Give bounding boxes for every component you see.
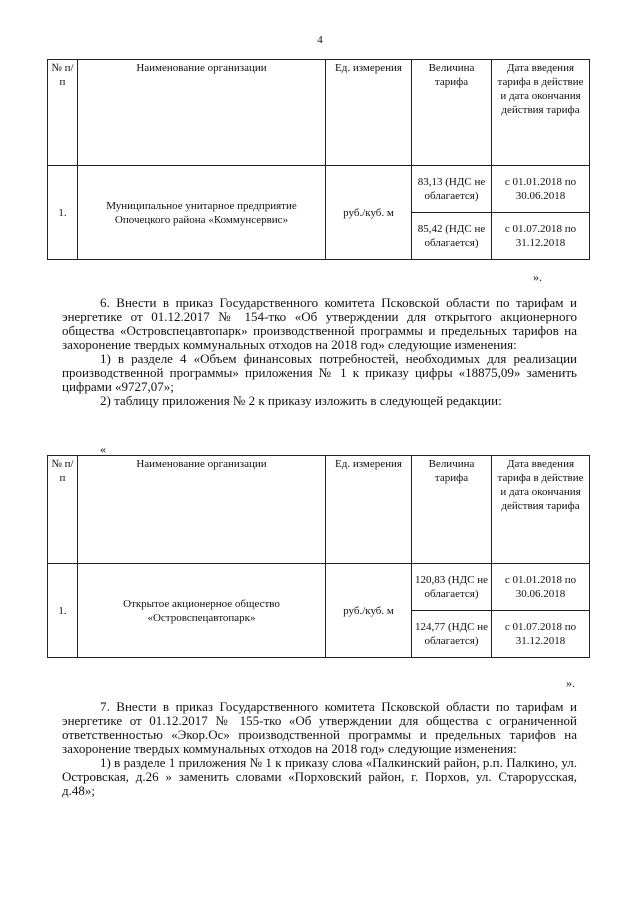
col-header-tariff: Величина тарифа bbox=[412, 456, 492, 564]
tariff-period: с 01.01.2018 по 30.06.2018 bbox=[492, 564, 590, 611]
section-6 bbox=[62, 296, 577, 408]
section-7-item-1: 1) в разделе 1 приложения № 1 к приказу слова «Палкинский район, р.п. Палкино, ул. Островская, д.26 » заменить словами «Порховский район, г. Порхов, ул. Старорусская, д.48»; bbox=[62, 755, 577, 798]
section-6-item-2: 2) таблицу приложения № 2 к приказу изложить в следующей редакции: bbox=[100, 393, 502, 408]
tariff-value: 85,42 (НДС не облагается) bbox=[412, 213, 492, 260]
section-6-item-1: 1) в разделе 4 «Объем финансовых потребностей, необходимых для реализации производственной программы» приложения № 1 к приказу цифры «18875,09» заменить цифрами «9727,07»; bbox=[62, 351, 577, 394]
col-header-unit: Ед. измерения bbox=[326, 456, 412, 564]
organization-name: Открытое акционерное общество «Островспецавтопарк» bbox=[78, 564, 326, 658]
tariff-table-2 bbox=[47, 455, 590, 658]
tariff-value: 83,13 (НДС не облагается) bbox=[412, 166, 492, 213]
col-header-dates: Дата введения тарифа в действие и дата окончания действия тарифа bbox=[492, 456, 590, 564]
col-header-unit: Ед. измерения bbox=[326, 60, 412, 166]
closing-quote-2: ». bbox=[566, 676, 575, 690]
table-header-row bbox=[48, 456, 590, 564]
section-7 bbox=[62, 700, 577, 798]
tariff-period: с 01.01.2018 по 30.06.2018 bbox=[492, 166, 590, 213]
opening-quote: « bbox=[100, 442, 106, 456]
col-header-number: № п/п bbox=[48, 456, 78, 564]
row-number: 1. bbox=[48, 564, 78, 658]
table-row bbox=[48, 564, 590, 611]
closing-quote-1: ». bbox=[533, 270, 542, 284]
tariff-value: 120,83 (НДС не облагается) bbox=[412, 564, 492, 611]
col-header-dates: Дата введения тарифа в действие и дата окончания действия тарифа bbox=[492, 60, 590, 166]
col-header-organization: Наименование организации bbox=[78, 456, 326, 564]
tariff-table-1 bbox=[47, 59, 590, 260]
organization-name: Муниципальное унитарное предприятие Опочецкого района «Коммунсервис» bbox=[78, 166, 326, 260]
tariff-period: с 01.07.2018 по 31.12.2018 bbox=[492, 611, 590, 658]
unit-cell: руб./куб. м bbox=[326, 564, 412, 658]
col-header-tariff: Величина тарифа bbox=[412, 60, 492, 166]
tariff-value: 124,77 (НДС не облагается) bbox=[412, 611, 492, 658]
section-6-intro: 6. Внести в приказ Государственного комитета Псковской области по тарифам и энергетике от 01.12.2017 № 154-тко «Об утверждении для открытого акционерного общества «Островспецавтопарк» производственной программы и предельных тарифов на захоронение твердых коммунальных отходов на 2018 год» следующие изменения: bbox=[62, 295, 577, 352]
col-header-number: № п/п bbox=[48, 60, 78, 166]
section-7-intro: 7. Внести в приказ Государственного комитета Псковской области по тарифам и энергетике от 01.12.2017 № 155-тко «Об утверждении для общества с ограниченной ответственностью «Экор.Ос» производственной программы и предельных тарифов на захоронение твердых коммунальных отходов на 2018 год» следующие изменения: bbox=[62, 699, 577, 756]
table-header-row bbox=[48, 60, 590, 166]
unit-cell: руб./куб. м bbox=[326, 166, 412, 260]
row-number: 1. bbox=[48, 166, 78, 260]
tariff-period: с 01.07.2018 по 31.12.2018 bbox=[492, 213, 590, 260]
table-row bbox=[48, 166, 590, 213]
page-number: 4 bbox=[317, 34, 323, 46]
col-header-organization: Наименование организации bbox=[78, 60, 326, 166]
